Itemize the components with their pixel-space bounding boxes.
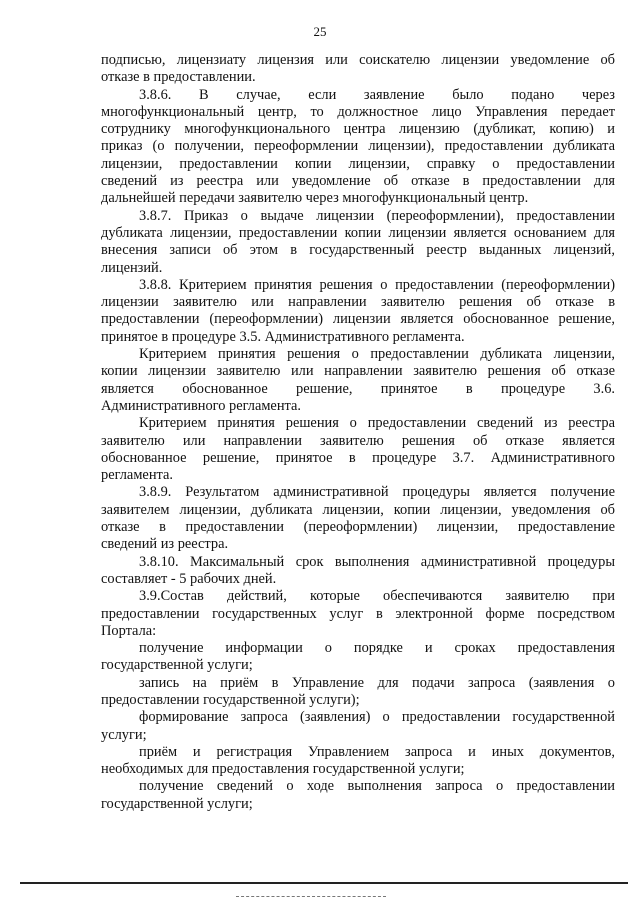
text-line: регламента. [101,467,173,484]
text-line: принятое в процедуре 3.5. Административного регламента. [101,328,465,345]
body-text [101,52,615,813]
text-line: сведений из реестра. [101,536,229,553]
text-line: 3.8.10. Максимальный срок выполнения административной процедуры [139,553,615,570]
footer-rule [20,882,628,884]
text-line: получение сведений о ходе выполнения запроса о предоставлении [139,778,615,795]
text-line: государственной услуги; [101,795,253,812]
text-line: Критерием принятия решения о предоставлении сведений из реестра [139,415,615,432]
text-line: предоставлении (переоформлении) лицензии является обоснованное решение, [101,311,615,328]
text-line: заявителем лицензии, дубликата лицензии, копии лицензии, уведомления об [101,501,615,518]
text-line: лицензии заявителю или направлении заявителю решения об отказе в [101,294,615,311]
text-line: отказе в предоставлении (переоформлении) лицензии, предоставление [101,519,615,536]
page-number: 25 [313,24,327,39]
text-line: сотруднику многофункционального центра лицензию (дубликат, копию) и [101,121,615,138]
text-line: услуги; [101,726,147,743]
text-line: является обоснованное решение, принятое в процедуре 3.6. [101,380,615,397]
text-line: отказе в предоставлении. [101,69,256,86]
text-line: подписью, лицензиату лицензия или соискателю лицензии уведомление об [101,52,615,68]
text-line: копии лицензии заявителю или направлении заявителю решения об отказе [101,363,615,380]
text-line: 3.8.9. Результатом административной процедуры является получение [139,484,615,501]
footer-faint-mark [236,896,386,900]
text-line: лицензий. [101,259,163,276]
text-line: Критерием принятия решения о предоставлении дубликата лицензии, [139,346,615,363]
text-line: запись на приём в Управление для подачи запроса (заявления о [139,674,615,691]
text-line: получение информации о порядке и сроках предоставления [139,640,615,657]
text-line: Административного регламента. [101,397,301,414]
text-line: сведений из реестра или уведомление об отказе в предоставлении для [101,173,615,190]
text-line: 3.9.Состав действий, которые обеспечиваются заявителю при [139,588,615,605]
text-line: предоставлении государственных услуг в электронной форме посредством [101,605,615,622]
text-line: многофункциональный центр, то должностное лицо Управления передает [101,103,615,120]
text-line: приказ (о получении, переоформлении лицензии), предоставлении дубликата [101,138,615,155]
text-line: Портала: [101,622,157,639]
text-line: 3.8.7. Приказ о выдаче лицензии (переоформлении), предоставлении [139,207,615,224]
text-line: приём и регистрация Управлением запроса и иных документов, [139,743,615,760]
text-line: государственной услуги; [101,657,253,674]
text-line: лицензии, предоставлении копии лицензии, справку о предоставлении [101,155,615,172]
text-line: необходимых для предоставления государственной услуги; [101,761,465,778]
text-line: дубликата лицензии, предоставлении копии лицензии является основанием для [101,224,615,241]
text-line: предоставлении государственной услуги); [101,691,360,708]
text-line: 3.8.8. Критерием принятия решения о предоставлении (переоформлении) [139,276,615,293]
text-line: обоснованное решение, принятое в процедуре 3.7. Административного [101,449,615,466]
text-line: дальнейшей передачи заявителю через многофункциональный центр. [101,190,529,207]
text-line: составляет - 5 рабочих дней. [101,570,277,587]
text-line: 3.8.6. В случае, если заявление было подано через [139,86,615,103]
text-line: внесения записи об этом в государственный реестр выданных лицензий, [101,242,615,259]
text-line: формирование запроса (заявления) о предоставлении государственной [139,709,615,726]
text-line: заявителю или направлении заявителю решения об отказе является [101,432,615,449]
